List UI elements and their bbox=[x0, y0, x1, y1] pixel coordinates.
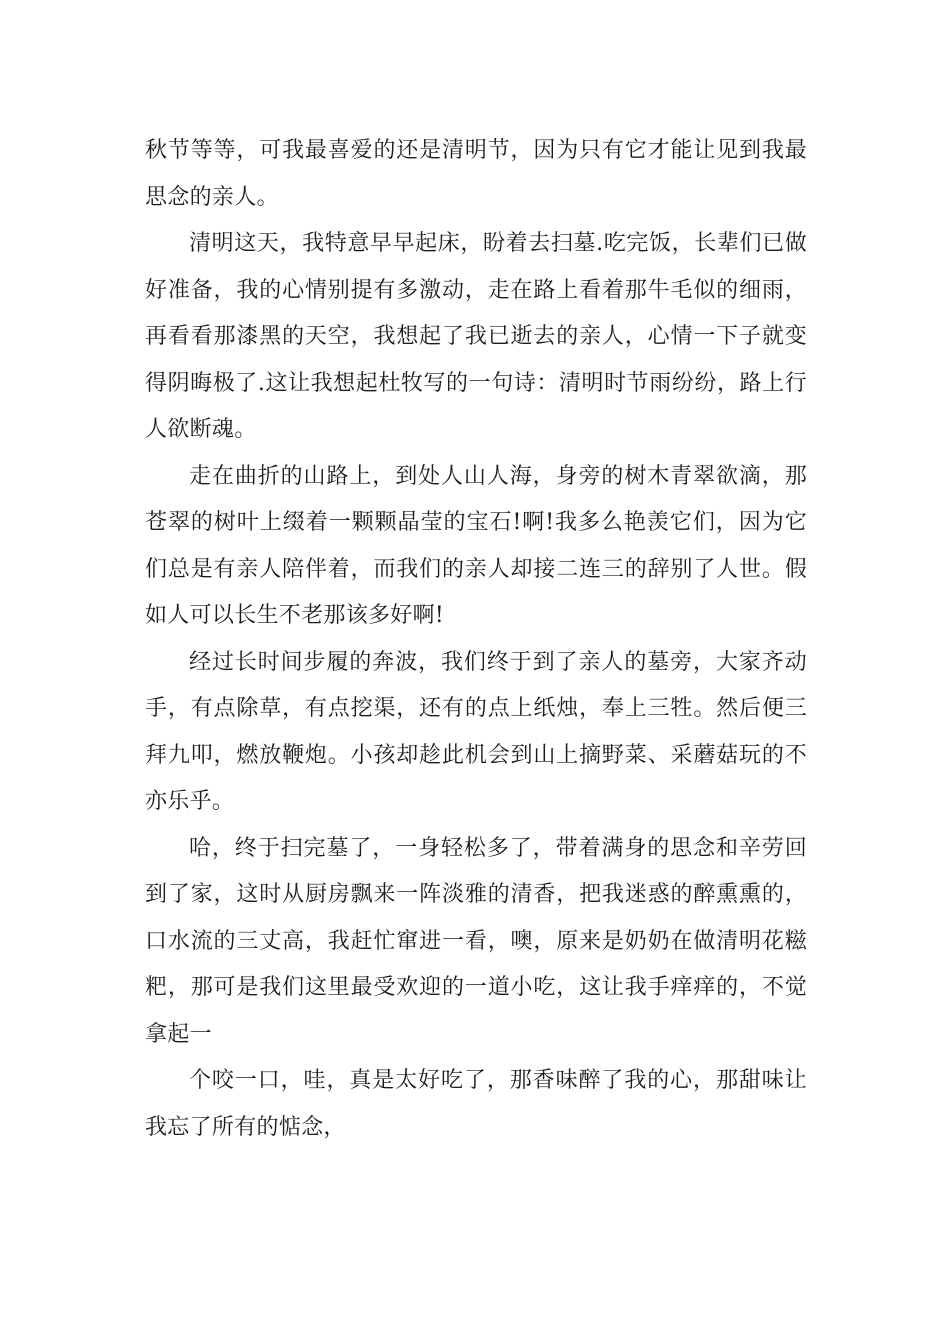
text-line: 经过长时间步履的奔波，我们终于到了亲人的墓旁，大家齐动 bbox=[189, 649, 807, 675]
text-line: 好准备，我的心情别提有多激动，走在路上看着那牛毛似的细雨， bbox=[145, 277, 807, 303]
text-line: 再看看那漆黑的天空，我想起了我已逝去的亲人，心情一下子就变 bbox=[145, 324, 807, 349]
text-line: 清明这天，我特意早早起床，盼着去扫墓.吃完饭，长辈们已做 bbox=[189, 231, 807, 256]
paragraph bbox=[145, 640, 807, 826]
paragraph bbox=[145, 221, 807, 454]
paragraph bbox=[145, 826, 807, 1059]
text-line: 口水流的三丈高，我赶忙窜进一看，噢，原来是奶奶在做清明花糍 bbox=[145, 928, 807, 954]
text-line: 我忘了所有的惦念， bbox=[145, 1114, 346, 1140]
text-line: 手，有点除草，有点挖渠，还有的点上纸烛，奉上三牲。然后便三 bbox=[145, 696, 807, 721]
text-line: 拜九叩，燃放鞭炮。小孩却趁此机会到山上摘野菜、采蘑菇玩的不 bbox=[145, 742, 807, 768]
text-line: 走在曲折的山路上，到处人山人海，身旁的树木青翠欲滴，那 bbox=[189, 463, 807, 489]
text-line: 得阴晦极了.这让我想起杜牧写的一句诗：清明时节雨纷纷，路上行 bbox=[145, 370, 807, 396]
text-line: 思念的亲人。 bbox=[145, 184, 279, 210]
text-line: 苍翠的树叶上缀着一颗颗晶莹的宝石!啊!我多么艳羡它们，因为它 bbox=[145, 510, 807, 535]
text-line: 到了家，这时从厨房飘来一阵淡雅的清香，把我迷惑的醉熏熏的， bbox=[145, 882, 807, 907]
text-line: 如人可以长生不老那该多好啊! bbox=[145, 603, 445, 628]
text-line: 们总是有亲人陪伴着，而我们的亲人却接二连三的辞别了人世。假 bbox=[145, 556, 807, 582]
text-line: 秋节等等，可我最喜爱的还是清明节，因为只有它才能让见到我最 bbox=[145, 138, 807, 163]
paragraph bbox=[145, 128, 807, 221]
document-body bbox=[145, 128, 807, 1151]
paragraph bbox=[145, 1058, 807, 1151]
text-line: 哈，终于扫完墓了，一身轻松多了，带着满身的思念和辛劳回 bbox=[189, 835, 807, 861]
text-line: 粑，那可是我们这里最受欢迎的一道小吃，这让我手痒痒的，不觉 bbox=[145, 975, 807, 1000]
text-line: 亦乐乎。 bbox=[145, 789, 235, 814]
paragraph bbox=[145, 454, 807, 640]
text-line: 拿起一 bbox=[145, 1021, 212, 1047]
text-line: 人欲断魂。 bbox=[145, 417, 257, 442]
text-line: 个咬一口，哇，真是太好吃了，那香味醉了我的心，那甜味让 bbox=[189, 1068, 807, 1093]
